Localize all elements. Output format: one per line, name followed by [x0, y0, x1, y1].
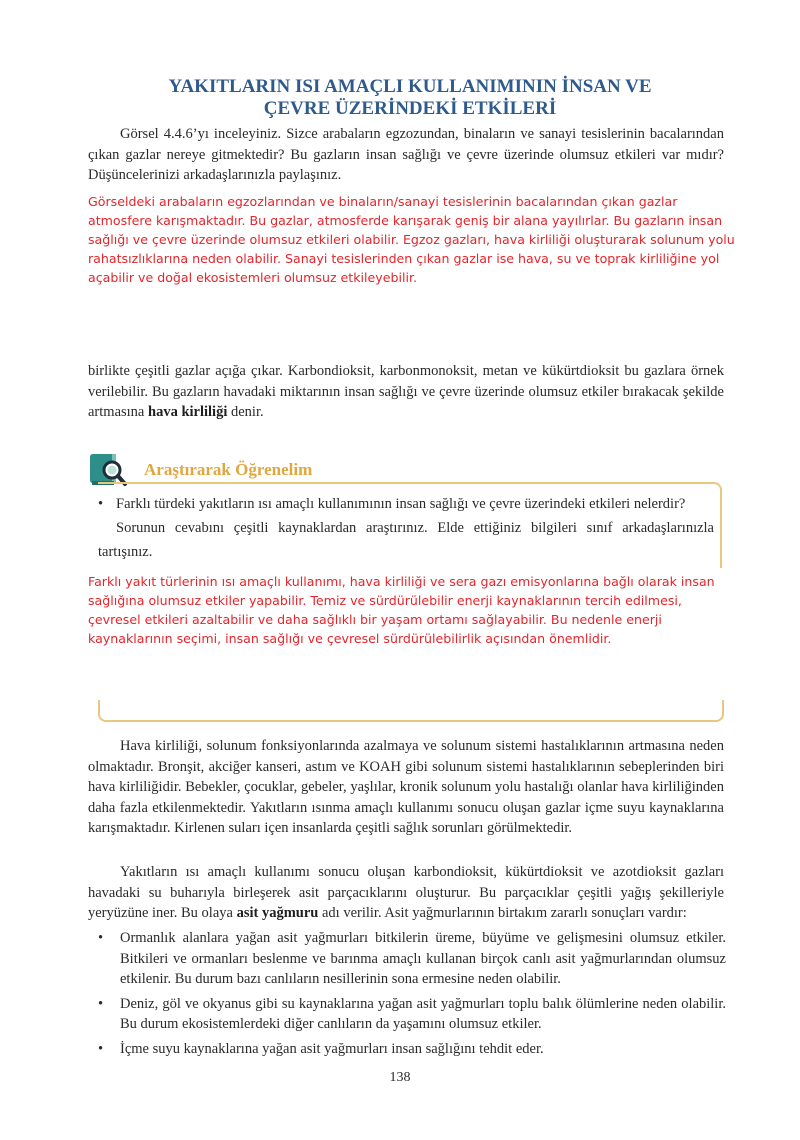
research-box-frame-bottom: [98, 700, 724, 722]
section-title-line2: ÇEVRE ÜZERİNDEKİ ETKİLERİ: [263, 98, 557, 119]
intro-paragraph: Görsel 4.4.6’yı inceleyiniz. Sizce arabaların egzozundan, binaların ve sanayi tesislerinin bacalarından çıkan gazlar nereye gitmektedir? Bu gazların insan sağlığı ve çevre üzerinde olumsuz etkileri var mıdır? Düşüncelerinizi arkadaşlarınızla paylaşınız.: [88, 126, 724, 183]
list-item: • İçme suyu kaynaklarına yağan asit yağmurları insan sağlığını tehdit eder.: [88, 1039, 726, 1060]
research-question: [98, 492, 714, 516]
answer-block-2: Farklı yakıt türlerinin ısı amaçlı kullanımı, hava kirliliği ve sera gazı emisyonlarına bağlı olarak insan sağlığına olumsuz etkiler yapabilir. Temiz ve sürdürülebilir enerji kaynaklarının tercih edilmesi, çevresel etkileri azaltabilir ve daha sağlıklı bir yaşam ortamı sağlayabilir. Bu nedenle enerji kaynaklarının seçimi, insan sağlığı ve çevresel sürdürülebilirlik açısından önemlidir.: [88, 574, 715, 646]
paragraph-health-effects: Hava kirliliği, solunum fonksiyonlarında azalmaya ve solunum sistemi hastalıklarının artmasına neden olmaktadır. Bronşit, akciğer kanseri, astım ve KOAH gibi solunum sistemi hastalıklarının sebeplerinden biri hava kirliliğidir. Bebekler, çocuklar, gebeler, yaşlılar, kronik solunum yolu hastalığı olanlar hava kirliliğinden daha fazla etkilenmektedir. Yakıtların ısınma amaçlı kullanımı sonucu oluşan gazlar içme suyu kaynaklarına karışmaktadır. Kirlenen suları içen insanlarda çeşitli sağlık sorunları görülmektedir.: [88, 738, 724, 836]
term-hava-kirliligi: hava kirliliği: [148, 404, 228, 420]
research-question-text: Farklı türdeki yakıtların ısı amaçlı kullanımının insan sağlığı ve çevre üzerindeki etkileri nelerdir?: [116, 496, 686, 512]
list-item: • Deniz, göl ve okyanus gibi su kaynaklarına yağan asit yağmurları toplu balık ölümlerine neden olabilir. Bu durum ekosistemlerdeki diğer canlıların da yaşamını olumsuz etkiler.: [88, 994, 726, 1035]
list-item: • Ormanlık alanlara yağan asit yağmurları bitkilerin üreme, büyüme ve gelişmesini olumsuz etkiler. Bitkileri ve ormanları beslenme ve barınma amaçlı kullanan birçok canlı asit yağmurlarından olumsuz etkilenir. Bu durum bazı canlıların nesillerinin sona ermesine neden olabilir.: [88, 928, 726, 990]
para4-text: Yakıtların ısı amaçlı kullanımı sonucu oluşan karbondioksit, kükürtdioksit ve azotdioksit gazları havadaki su buharıyla birleşerek asit parçacıklarını oluşturur. Bu parçacıklar çeşitli yağış şekilleriyle yeryüzüne iner. Bu olaya: [88, 864, 724, 921]
para4-tail: adı verilir. Asit yağmurlarının birtakım zararlı sonuçları vardır:: [318, 905, 687, 921]
research-box-content: [98, 492, 714, 564]
para2-text: birlikte çeşitli gazlar açığa çıkar. Karbondioksit, karbonmonoksit, metan ve kükürtdioksit bu gazlara örnek verilebilir. Bu gazların havadaki miktarının insan sağlığı ve çevre üzerinde olumsuz etkiler bırakacak şekilde artmasına: [88, 363, 724, 420]
acid-rain-effects-list: [88, 928, 726, 1063]
bullet-mark: •: [98, 496, 104, 512]
term-asit-yagmuru: asit yağmuru: [236, 905, 319, 921]
page-number: 138: [389, 1070, 411, 1085]
research-box-title: Araştırarak Öğrenelim: [144, 460, 313, 479]
para2-tail: denir.: [227, 404, 264, 420]
answer-block-1: Görseldeki arabaların egzozlarından ve binaların/sanayi tesislerinin bacalarından çıkan gazlar atmosfere karışmaktadır. Bu gazlar, atmosferde karışarak geniş bir alana yayılırlar. Bu gazların insan sağlığı ve çevre üzerinde olumsuz etkileri olabilir. Egzoz gazları, hava kirliliği oluşturarak solunum yolu rahatsızlıklarına neden olabilir. Sanayi tesislerinden çıkan gazlar ise hava, su ve toprak kirliliğine yol açabilir ve doğal ekosistemleri olumsuz etkileyebilir.: [88, 194, 735, 285]
paragraph-air-pollution-definition: [88, 361, 724, 423]
paragraph-acid-rain: [88, 862, 724, 924]
research-instruction: Sorunun cevabını çeşitli kaynaklardan araştırınız. Elde ettiğiniz bilgileri sınıf arkadaşlarınızla tartışınız.: [98, 520, 714, 560]
section-title-line1: YAKITLARIN ISI AMAÇLI KULLANIMININ İNSAN VE: [168, 76, 652, 97]
